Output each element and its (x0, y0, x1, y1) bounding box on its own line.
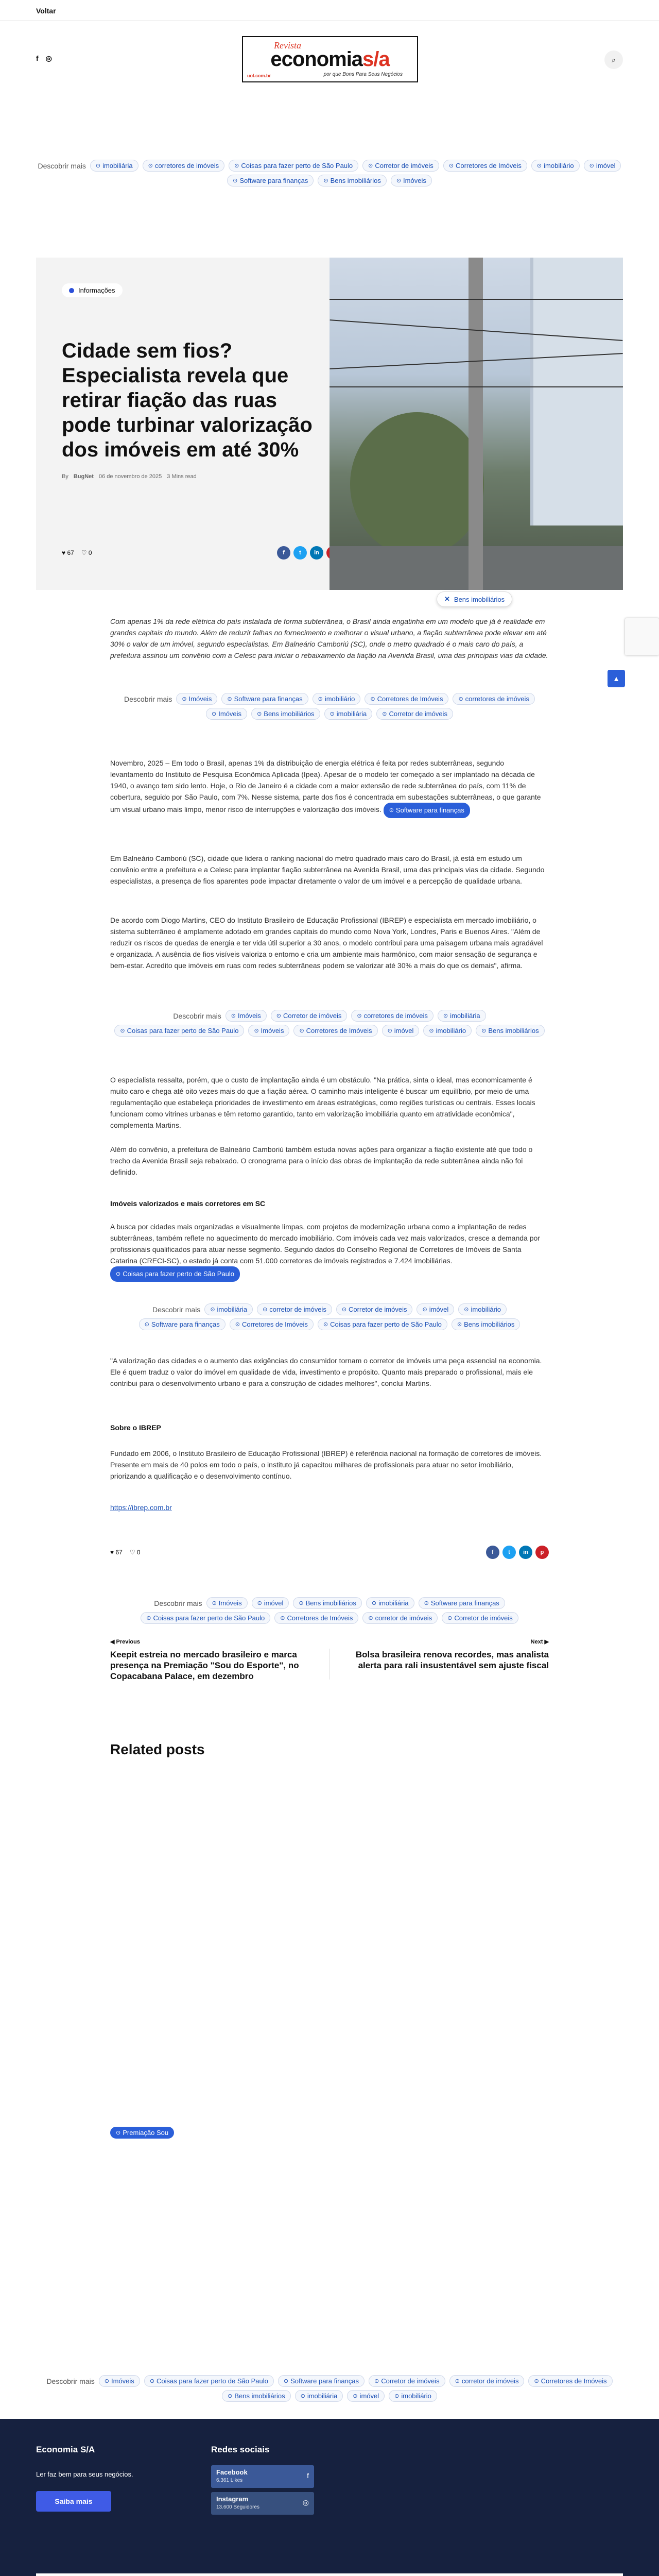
discover-chip[interactable]: ⊙ Bens imobiliários (318, 175, 386, 187)
article-title: Cidade sem fios? Especialista revela que retirar fiação das ruas pode turbinar valorização dos imóveis em até 30% (62, 340, 313, 461)
discover-chip[interactable]: ⊙ Corretores de Imóveis (230, 1318, 314, 1330)
discover-chip[interactable]: ⊙ corretor de imóveis (362, 1612, 438, 1624)
discover-chip[interactable]: ⊙ Software para finanças (419, 1597, 505, 1609)
discover-label: Descobrir mais (46, 2377, 95, 2385)
share-linkedin-icon[interactable]: in (519, 1546, 532, 1559)
like-count-bottom[interactable]: ♥ 67 (110, 1549, 123, 1556)
discover-chip[interactable]: ⊙ Corretor de imóveis (376, 708, 453, 720)
discover-chip[interactable]: ⊙ Corretor de imóveis (442, 1612, 518, 1624)
section-heading-1: Imóveis valorizados e mais corretores em SC (110, 1199, 266, 1208)
paragraph-2: Em Balneário Camboriú (SC), cidade que lidera o ranking nacional do metro quadrado mais caro do Brasil, já está em estudo um convênio entre a prefeitura e a Celesc para implantar fiação subterrânea na Avenida Brasil, uma das principais vias da cidade. Segundo especialistas, a presença de fios aparentes pode impactar diretamente o valor de um imóvel e a percepção de qualidade urbana. (110, 854, 545, 885)
read-time: 3 Mins read (167, 473, 197, 480)
discover-chip[interactable]: ⊙ Corretores de Imóveis (443, 160, 527, 172)
share-linkedin-icon[interactable]: in (310, 546, 323, 560)
next-post[interactable]: Next ▶ Bolsa brasileira renova recordes, mas analista alerta para rali insustentável sem ajuste fiscal (355, 1639, 549, 1670)
discover-chip[interactable]: ⊙ imobiliária (366, 1597, 414, 1609)
social-heading: Redes sociais (211, 2445, 270, 2454)
inline-chip[interactable]: ⊙ Software para finanças (384, 803, 470, 818)
discover-chip[interactable]: ⊙ corretores de imóveis (143, 160, 225, 172)
article-meta (62, 473, 330, 480)
discover-more-4 (110, 1303, 549, 1330)
discover-chip[interactable]: ⊙ corretores de imóveis (351, 1010, 433, 1022)
discover-chip[interactable]: ⊙ imobiliária (90, 160, 138, 172)
floating-discover-chip[interactable] (437, 591, 512, 607)
floating-chip-label[interactable]: Bens imobiliários (454, 595, 505, 603)
footer-facebook[interactable]: Facebook 6.361 Likes f (211, 2465, 314, 2488)
discover-chip[interactable]: ⊙ Imóveis (99, 2375, 140, 2387)
discover-label: Descobrir mais (38, 161, 86, 170)
article-lead: Com apenas 1% da rede elétrica do país instalada de forma subterrânea, o Brasil ainda engatinha em um modelo que já é realidade em grandes capitais do mundo. Além de reduzir falhas no fornecimento e melhorar o visual urbano, a fiação subterrânea pode elevar em até 30% o valor de um imóvel, segundo especialistas. Em Balneário Camboriú (SC), onde o metro quadrado é o mais caro do país, a prefeitura assinou um convênio com a Celesc para iniciar o rebaixamento da fiação na Avenida Brasil, uma das principais vias da cidade. (110, 617, 548, 659)
facebook-icon[interactable]: f (36, 54, 39, 62)
discover-chip[interactable]: ⊙ Imóveis (226, 1010, 267, 1022)
discover-chip[interactable]: ⊙ corretor de imóveis (257, 1303, 332, 1315)
footer-tagline: Ler faz bem para seus negócios. (36, 2470, 133, 2478)
discover-chip[interactable]: ⊙ imóvel (382, 1025, 420, 1037)
paragraph-1: Novembro, 2025 – Em todo o Brasil, apenas 1% da distribuição de energia elétrica é feita por redes subterrâneas, segundo levantamento do Instituto de Pesquisa Econômica Aplicada (Ipea). Apesar de o modelo ter começado a ser implantado na década de 1940, o avanço tem sido lento. Hoje, o Rio de Janeiro é a cidade com a maior extensão de rede subterrânea do país, com 11% de cobertura, seguido por São Paulo, com 7%. Nesse sistema, parte dos fios é concentrada em subestações subterrâneas, o que garante um visual urbano mais limpo, menor risco de interrupções e valorização dos imóveis. ⊙ Software para finanças (110, 757, 549, 818)
paragraph-5: Além do convênio, a prefeitura de Balneário Camboriú também estuda novas ações para organizar a fiação existente até que todo o trecho da Avenida Brasil seja rebaixado. O cronograma para o início das obras de implantação da rede subterrânea ainda não foi definido. (110, 1145, 533, 1176)
discover-chip[interactable]: ⊙ Bens imobiliários (222, 2390, 290, 2402)
publish-date: 06 de novembro de 2025 (98, 473, 162, 480)
discover-chip[interactable]: ⊙ Corretores de Imóveis (293, 1025, 377, 1037)
hero-section (36, 258, 623, 590)
author-prefix: By (62, 473, 68, 480)
discover-more-2 (110, 693, 549, 720)
discover-chip[interactable]: ⊙ Corretor de imóveis (336, 1303, 413, 1315)
paragraph-6: A busca por cidades mais organizadas e visualmente limpas, com projetos de modernização urbana como a implantação de redes subterrâneas, também reflete no aquecimento do mercado imobiliário. Com imóveis cada vez mais valorizados, cresce a demanda por profissionais qualificados para atuar nesse segmento. Segundo dados do Conselho Regional de Corretores de Imóveis de Santa Catarina (CRECI-SC), o estado já conta com 51.000 corretores de imóveis registrados e 7.424 imobiliárias. ⊙ Coisas para fazer perto de São Paulo (110, 1221, 549, 1282)
discover-chip[interactable]: ⊙ imobiliário (531, 160, 580, 172)
discover-chip[interactable]: ⊙ Imóveis (176, 693, 217, 705)
footer-brand: Economia S/A (36, 2445, 95, 2454)
discover-more-7 (36, 2573, 623, 2576)
site-footer (0, 2419, 659, 2576)
discover-chip[interactable]: ⊙ Corretores de Imóveis (274, 1612, 358, 1624)
discover-chip[interactable]: ⊙ corretores de imóveis (453, 693, 535, 705)
site-header (0, 31, 659, 88)
discover-chip[interactable]: ⊙ Corretor de imóveis (362, 160, 439, 172)
search-icon[interactable]: ⌕ (604, 50, 623, 69)
instagram-icon: ◎ (302, 2498, 309, 2506)
header-social (36, 54, 52, 63)
discover-chip[interactable]: ⊙ Bens imobiliários (452, 1318, 520, 1330)
discover-more-3 (110, 1010, 549, 1037)
share-pinterest-icon[interactable]: p (535, 1546, 549, 1559)
discover-label: Descobrir mais (124, 694, 172, 703)
discover-chip[interactable]: ⊙ Bens imobiliários (293, 1597, 361, 1609)
discover-chip[interactable]: ⊙ Coisas para fazer perto de São Paulo (141, 1612, 270, 1624)
discover-chip[interactable]: ⊙ Bens imobiliários (476, 1025, 544, 1037)
discover-chip[interactable]: ⊙ Coisas para fazer perto de São Paulo (114, 1025, 244, 1037)
discover-chip[interactable]: ⊙ imóvel (347, 2390, 385, 2402)
discover-chip[interactable]: ⊙ Coisas para fazer perto de São Paulo (144, 2375, 274, 2387)
discover-chip[interactable]: ⊙ Software para finanças (278, 2375, 365, 2387)
paragraph-8: Fundado em 2006, o Instituto Brasileiro de Educação Profissional (IBREP) é referência nacional na formação de corretores de imóveis. Presente em mais de 40 polos em todo o país, o instituto já capacitou milhares de profissionais para atuar no setor imobiliário, priorizando a qualificação e o desenvolvimento contínuo. (110, 1449, 542, 1480)
scroll-top-button[interactable]: ▲ (608, 670, 625, 687)
share-twitter-icon[interactable]: t (293, 546, 307, 560)
share-facebook-icon[interactable]: f (486, 1546, 499, 1559)
comment-count[interactable]: ♡ 0 (81, 549, 92, 556)
discover-chip[interactable]: ⊙ Bens imobiliários (251, 708, 320, 720)
category-badge[interactable]: Informações (62, 283, 123, 297)
discover-label: Descobrir mais (173, 1011, 221, 1020)
previous-post[interactable]: ◀ Previous Keepit estreia no mercado brasileiro e marca presença na Premiação "Sou do Esporte", no Copacabana Palace, em dezembro (110, 1639, 299, 1681)
recaptcha-badge[interactable] (625, 618, 659, 655)
discover-label: Descobrir mais (152, 1305, 201, 1314)
comment-count-bottom[interactable]: ♡ 0 (129, 1549, 141, 1556)
related-posts-heading: Related posts (110, 1741, 205, 1757)
discover-chip[interactable]: ⊙ Imóveis (391, 175, 432, 187)
discover-chip[interactable]: ⊙ imobiliário (423, 1025, 472, 1037)
paragraph-3: De acordo com Diogo Martins, CEO do Instituto Brasileiro de Educação Profissional (IBREP) e especialista em mercado imobiliário, o sistema subterrâneo é amplamente adotado em grandes capitais do mundo como Nova York, Londres, Paris e Buenos Aires. "Além de reduzir os riscos de quedas de energia e ter vida útil superior a 30 anos, o modelo contribui para uma paisagem urbana mais agradável e organizada. A ausência de fios visíveis valoriza o entorno e cria um ambiente mais harmônico, com maior sensação de segurança e bem-estar. Acredito que imóveis em ruas com redes subterrâneas podem se valorizar até 30% a mais do que os demais", afirma. (110, 916, 543, 970)
discover-label: Descobrir mais (154, 1599, 202, 1607)
discover-chip[interactable]: ⊙ Imóveis (206, 1597, 248, 1609)
discover-chip[interactable]: ⊙ imobiliária (295, 2390, 343, 2402)
discover-chip[interactable]: ⊙ corretor de imóveis (449, 2375, 525, 2387)
discover-chip[interactable]: ⊙ imobiliária (438, 1010, 486, 1022)
discover-chip[interactable]: ⊙ imóvel (417, 1303, 454, 1315)
facebook-icon: f (307, 2471, 309, 2480)
discover-chip[interactable]: ⊙ Coisas para fazer perto de São Paulo (229, 160, 358, 172)
ibrep-link[interactable]: https://ibrep.com.br (110, 1503, 172, 1512)
top-bar (0, 0, 659, 21)
discover-chip[interactable]: ⊙ Imóveis (248, 1025, 289, 1037)
site-logo[interactable]: Revista economias/a por que Bons Para Seus Negócios uol.com.br (242, 36, 418, 82)
discover-chip[interactable]: ⊙ Software para finanças (221, 693, 308, 705)
footer-instagram[interactable]: Instagram 13.600 Seguidores ◎ (211, 2492, 314, 2515)
discover-chip[interactable]: ⊙ imobiliário (313, 693, 361, 705)
paragraph-4: O especialista ressalta, porém, que o custo de implantação ainda é um obstáculo. "Na prática, sinta o ideal, mas economicamente é muito caro e chega até oito vezes mais do que a fiação aérea. O caminho mais inteligente é buscar um equilíbrio, por meio de uma regulamentação que estabeleça prioridades de investimento em áreas estratégicas, como regiões turísticas ou centrais. Esses locais funcionam como vitrines urbanas e têm retorno garantido, tanto em valorização imobiliária quanto em atratividade econômica", complementa Martins. (110, 1076, 535, 1129)
author-link[interactable]: BugNet (73, 473, 94, 480)
discover-more-top (21, 160, 638, 187)
share-twitter-icon[interactable]: t (502, 1546, 516, 1559)
close-icon[interactable]: ✕ (444, 595, 450, 603)
discover-chip[interactable]: ⊙ Corretores de Imóveis (528, 2375, 612, 2387)
related-chip[interactable]: ⊙ Premiação Sou (110, 2127, 174, 2139)
article-footer-share (110, 1546, 549, 1559)
discover-chip[interactable]: ⊙ Corretor de imóveis (271, 1010, 348, 1022)
learn-more-button[interactable]: Saiba mais (36, 2491, 111, 2512)
discover-chip[interactable]: ⊙ Software para finanças (227, 175, 314, 187)
back-link[interactable]: Voltar (36, 7, 56, 15)
discover-chip[interactable]: ⊙ Imóveis (206, 708, 247, 720)
discover-chip[interactable]: ⊙ imóvel (584, 160, 621, 172)
discover-chip[interactable]: ⊙ Software para finanças (139, 1318, 226, 1330)
discover-more-5 (110, 1597, 549, 1624)
discover-chip[interactable]: ⊙ Corretor de imóveis (369, 2375, 445, 2387)
paragraph-7: "A valorização das cidades e o aumento das exigências do consumidor tornam o corretor de imóveis uma peça essencial na economia. Ele é quem traduz o valor do imóvel em qualidade de vida, investimento e propósito. Quanto mais preparado o profissional, mais ele contribui para o desenvolvimento urbano e para a construção de cidades melhores", conclui Martins. (110, 1357, 542, 1387)
discover-chip[interactable]: ⊙ Corretores de Imóveis (365, 693, 448, 705)
share-facebook-icon[interactable]: f (277, 546, 290, 560)
instagram-icon[interactable]: ◎ (45, 54, 52, 62)
discover-chip[interactable]: ⊙ Coisas para fazer perto de São Paulo (318, 1318, 447, 1330)
section-heading-2: Sobre o IBREP (110, 1423, 161, 1432)
post-navigation (110, 1638, 549, 1685)
discover-chip[interactable]: ⊙ imobiliária (204, 1303, 253, 1315)
discover-chip[interactable]: ⊙ imobiliário (389, 2390, 437, 2402)
like-count[interactable]: ♥ 67 (62, 549, 74, 556)
hero-image (330, 258, 623, 590)
discover-chip[interactable]: ⊙ imobiliária (324, 708, 373, 720)
inline-chip[interactable]: ⊙ Coisas para fazer perto de São Paulo (110, 1266, 240, 1282)
discover-chip[interactable]: ⊙ imobiliário (458, 1303, 507, 1315)
discover-more-6 (36, 2375, 623, 2402)
discover-chip[interactable]: ⊙ imóvel (252, 1597, 289, 1609)
